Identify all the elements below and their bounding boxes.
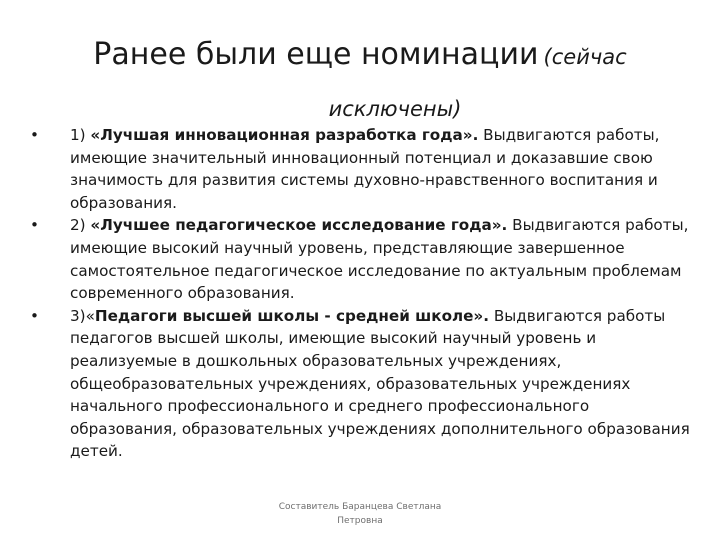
bullet-bold-text: Педагоги высшей школы - средней школе». [94,306,490,325]
footer-author-line1: Составитель Баранцева Светлана [278,502,442,512]
bullet-bold-text: «Лучшая инновационная разработка года». [90,126,479,144]
bullet-list [30,124,698,463]
title-parenthetical-end: исключены) [328,97,462,121]
bullet-prefix: 1) [70,126,91,144]
bullet-marker: • [30,306,39,325]
bullet-body-text: Выдвигаются работы педагогов высшей школы, имеющие высокий научный уровень и реализуемые в дошкольных образовательных учреждениях, общеобразовательных учреждениях, образовательных учреждениях начального профессионального и среднего профессионального образования, образовательных учреждениях дополнительного образования детей. [70,306,690,461]
bullet-marker: • [30,216,39,235]
bullet-item-3 [30,305,698,463]
title-main-text: Ранее были еще номинации [93,37,539,72]
bullet-item-1 [30,124,698,214]
title-parenthetical-start: (сейчас [543,45,627,69]
bullet-prefix: 2) [70,216,91,235]
bullet-prefix: 3)« [70,306,95,325]
slide-footer [260,500,460,528]
footer-author-line2: Петровна [337,516,383,526]
bullet-marker: • [30,126,39,144]
bullet-body-text: Выдвигаются работы, имеющие высокий научный уровень, представляющие завершенное самостоятельное педагогическое исследование по актуальным проблемам современного образования. [70,216,689,303]
bullet-item-2 [30,214,698,304]
bullet-bold-text: «Лучшее педагогическое исследование года». [90,216,508,235]
bullet-body-text: Выдвигаются работы, имеющие значительный инновационный потенциал и доказавшие свою значимость для развития системы духовно-нравственного воспитания и образования. [70,126,660,212]
slide-title [40,30,680,134]
